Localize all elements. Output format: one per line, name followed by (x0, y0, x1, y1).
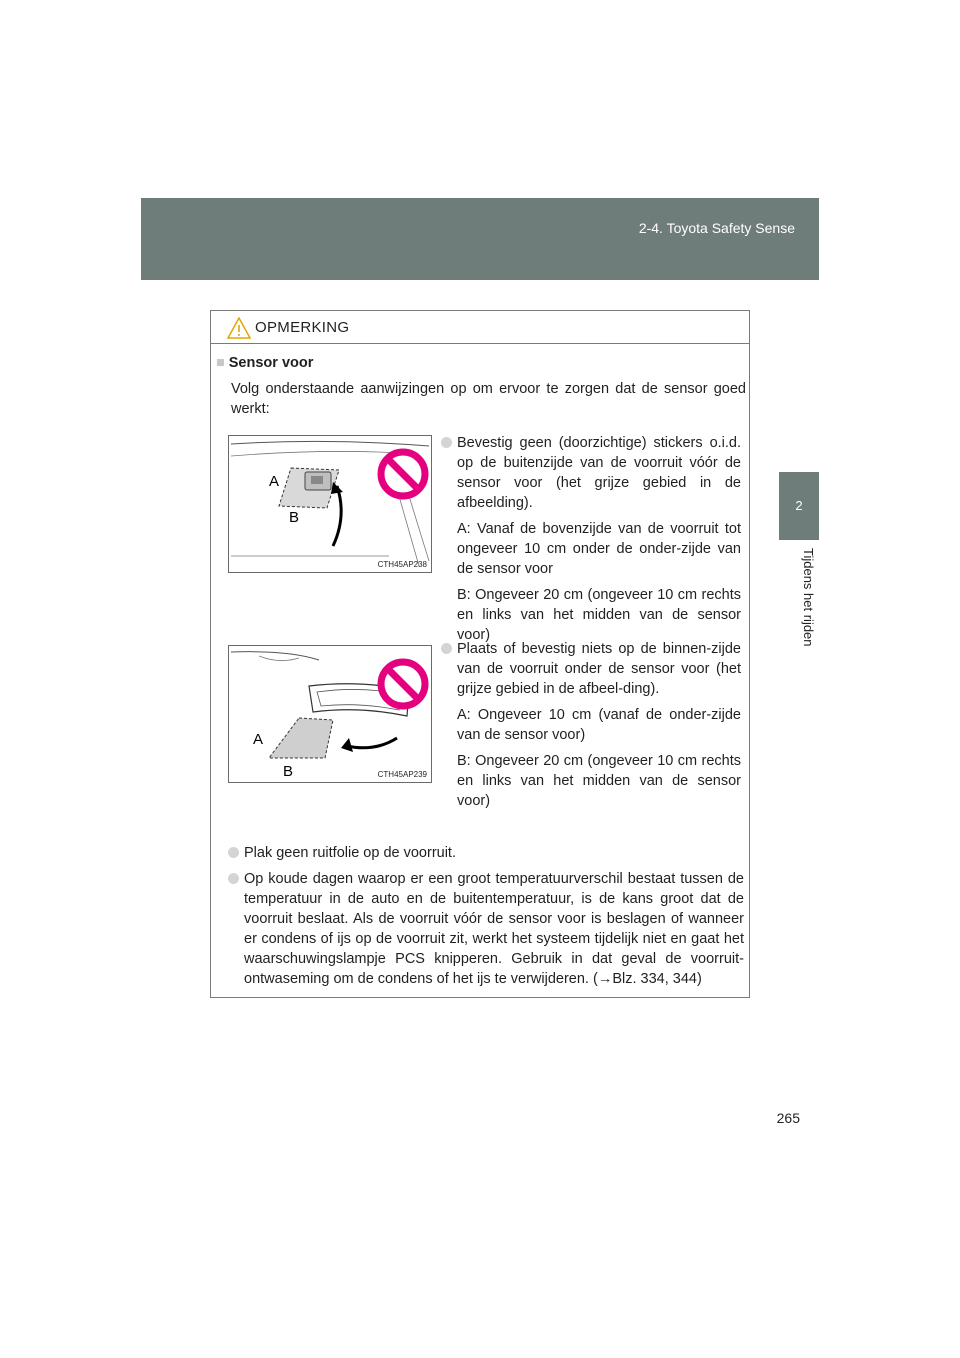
figure-code: CTH45AP238 (377, 560, 427, 569)
bullet-icon (441, 437, 452, 448)
list-item: Op koude dagen waarop er een groot temperatuurverschil bestaat tussen de temperatuur in de auto en de buitentemperatuur, is de kans groot dat de voorruit beslaat. Als de voorruit vóór de sensor voor is beslagen of wanneer er condens of ijs op de voorruit zit, werkt het systeem tijdelijk niet en gaat het waarschuwingslampje PCS knipperen. Gebruik in dat geval de voorruit-ontwaseming om de condens of het ijs te verwijderen. (→Blz. 334, 344) (228, 869, 744, 989)
caution-title: OPMERKING (255, 319, 350, 336)
item-condensation (228, 869, 744, 989)
dimension-b: B: Ongeveer 20 cm (ongeveer 10 cm rechts en links van het midden van de sensor voor) (457, 587, 741, 643)
chapter-label: Tijdens het rijden (801, 548, 816, 647)
caution-box (210, 310, 750, 998)
item-inside-object (441, 639, 741, 811)
windshield-outside-illustration (229, 436, 431, 572)
svg-text:A: A (253, 731, 264, 748)
intro-text: Volg onderstaande aanwijzingen op om ervoor te zorgen dat de sensor goed werkt: (231, 381, 746, 417)
section-title: 2-4. Toyota Safety Sense (638, 220, 795, 236)
warning-triangle-icon (227, 317, 251, 339)
figure-code: CTH45AP239 (377, 770, 427, 779)
section-heading: ■ Sensor voor (216, 355, 314, 371)
dimension-a: A: Vanaf de bovenzijde van de voorruit tot ongeveer 10 cm onder de onder-zijde van de sensor voor (457, 521, 741, 577)
item-outside-sticker (441, 433, 741, 645)
svg-text:B: B (289, 509, 300, 526)
windshield-inside-illustration (229, 646, 431, 782)
dimension-a: A: Ongeveer 10 cm (vanaf de onder-zijde van de sensor voor) (457, 707, 741, 743)
list-item: Plak geen ruitfolie op de voorruit. (228, 843, 744, 863)
bullet-icon (441, 643, 452, 654)
chapter-tab: 2 (779, 472, 819, 540)
header-band (141, 198, 819, 280)
bullet-icon (228, 873, 239, 884)
caution-header (211, 311, 749, 344)
svg-text:A: A (269, 473, 280, 490)
list-item: Bevestig geen (doorzichtige) stickers o.i.d. op de buitenzijde van de voorruit vóór de sensor voor (het grijze gebied in de afbeelding). (441, 433, 741, 513)
page-number: 265 (776, 1110, 800, 1126)
square-bullet-icon: ■ (216, 355, 225, 371)
dimension-b: B: Ongeveer 20 cm (ongeveer 10 cm rechts en links van het midden van de sensor voor) (457, 753, 741, 809)
figure-inside-object (228, 645, 432, 783)
item-window-film (228, 843, 744, 863)
svg-text:B: B (283, 763, 294, 780)
figure-outside-sticker (228, 435, 432, 573)
bullet-icon (228, 847, 239, 858)
list-item: Plaats of bevestig niets op de binnen-zijde van de voorruit onder de sensor voor (het grijze gebied in de afbeel-ding). (441, 639, 741, 699)
